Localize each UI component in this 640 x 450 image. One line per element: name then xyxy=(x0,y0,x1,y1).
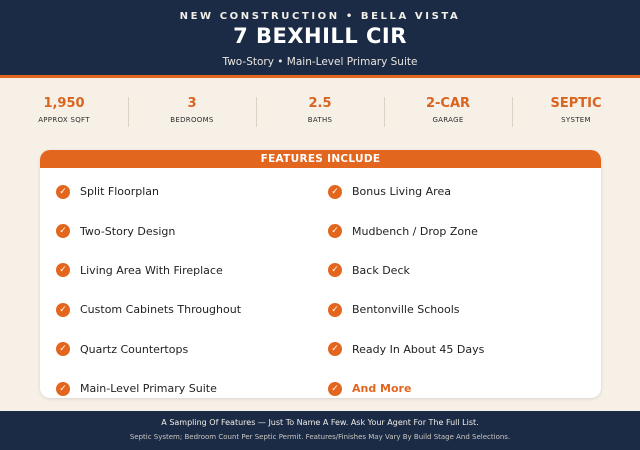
check-icon: ✓ xyxy=(56,303,70,317)
feature-item xyxy=(328,211,484,250)
stat-label: GARAGE xyxy=(432,116,464,124)
check-icon: ✓ xyxy=(328,224,342,238)
stat-value: SEPTIC xyxy=(550,96,602,111)
feature-label: Split Floorplan xyxy=(80,185,160,199)
feature-label: Bonus Living Area xyxy=(352,185,451,199)
features-left-column xyxy=(56,172,241,398)
property-address-title: 7 BEXHILL CIR xyxy=(233,24,407,48)
stat-bedrooms xyxy=(128,81,256,139)
stat-label: APPROX SQFT xyxy=(38,116,90,124)
property-subtitle: Two-Story • Main-Level Primary Suite xyxy=(222,56,418,68)
footer-disclaimer-secondary: Septic System; Bedroom Count Per Septic Permit. Features/Finishes May Vary By Build Stage And Selections. xyxy=(129,433,511,441)
check-icon: ✓ xyxy=(328,303,342,317)
features-card xyxy=(40,150,601,398)
feature-label: Main-Level Primary Suite xyxy=(80,382,217,396)
footer-disclaimer-primary: A Sampling Of Features — Just To Name A Few. Ask Your Agent For The Full List. xyxy=(161,418,479,427)
and-more-label: And More xyxy=(352,382,412,396)
feature-item xyxy=(328,251,484,290)
feature-item xyxy=(328,330,484,369)
feature-item xyxy=(56,369,241,398)
eyebrow-text: NEW CONSTRUCTION • BELLA VISTA xyxy=(179,11,461,22)
feature-label: Two-Story Design xyxy=(80,224,176,238)
stat-sqft xyxy=(0,81,128,139)
stat-baths xyxy=(256,81,384,139)
check-icon: ✓ xyxy=(328,342,342,356)
footer-banner xyxy=(0,411,640,450)
stat-value: 3 xyxy=(187,96,197,111)
check-icon: ✓ xyxy=(56,263,70,277)
feature-label: Custom Cabinets Throughout xyxy=(80,303,242,317)
feature-item xyxy=(56,290,241,329)
stat-garage xyxy=(384,81,512,139)
check-icon: ✓ xyxy=(56,382,70,396)
feature-label: Quartz Countertops xyxy=(80,342,189,356)
stat-system xyxy=(512,81,640,139)
stat-label: BEDROOMS xyxy=(170,116,214,124)
feature-item xyxy=(56,330,241,369)
check-icon: ✓ xyxy=(328,185,342,199)
feature-label: Ready In About 45 Days xyxy=(352,342,485,356)
stat-value: 1,950 xyxy=(43,96,85,111)
stats-bar xyxy=(0,81,640,139)
feature-label: Mudbench / Drop Zone xyxy=(352,224,478,238)
stat-value: 2.5 xyxy=(308,96,332,111)
stat-label: SYSTEM xyxy=(561,116,591,124)
feature-label: Back Deck xyxy=(352,263,410,277)
check-icon: ✓ xyxy=(56,224,70,238)
stat-value: 2-CAR xyxy=(425,96,471,111)
stat-label: BATHS xyxy=(307,116,333,124)
check-icon: ✓ xyxy=(328,263,342,277)
check-icon: ✓ xyxy=(56,342,70,356)
feature-item-more xyxy=(328,369,484,398)
check-icon: ✓ xyxy=(56,185,70,199)
features-heading: FEATURES INCLUDE xyxy=(40,150,601,168)
feature-item xyxy=(328,172,484,211)
feature-label: Living Area With Fireplace xyxy=(80,263,223,277)
feature-label: Bentonville Schools xyxy=(352,303,460,317)
feature-item xyxy=(328,290,484,329)
header-banner xyxy=(0,0,640,78)
check-icon: ✓ xyxy=(328,382,342,396)
feature-item xyxy=(56,251,241,290)
features-right-column xyxy=(328,172,484,398)
feature-item xyxy=(56,211,241,250)
feature-item xyxy=(56,172,241,211)
